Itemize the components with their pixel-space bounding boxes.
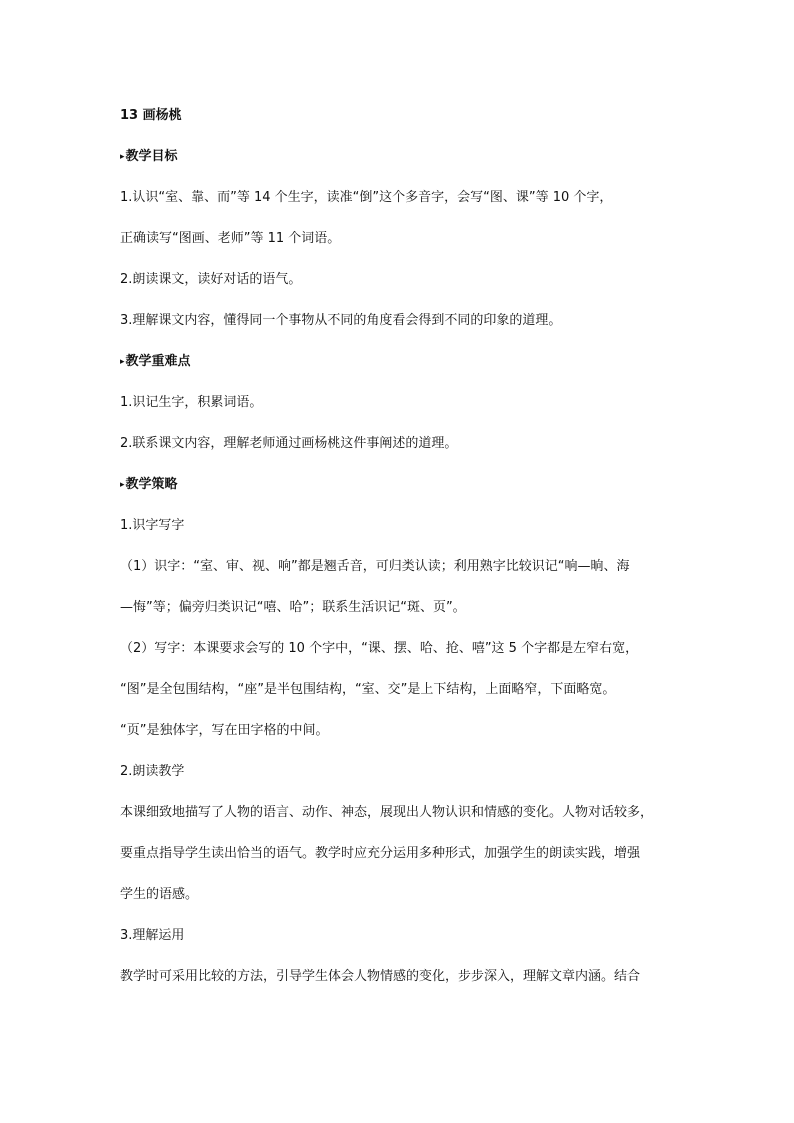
- paragraph-line: 正确读写“图画、老师”等 11 个词语。: [120, 231, 341, 246]
- paragraph-line: “图”是全包围结构，“座”是半包围结构，“室、交”是上下结构，上面略窄，下面略宽。: [120, 682, 616, 697]
- paragraph-line: （1）识字：“室、审、视、响”都是翘舌音，可归类认读；利用熟字比较识记“响—晌、海: [120, 559, 630, 574]
- paragraph-line: 教学时可采用比较的方法，引导学生体会人物情感的变化，步步深入，理解文章内涵。结合: [120, 969, 641, 984]
- paragraph-line: —悔”等；偏旁归类识记“嘻、哈”；联系生活识记“斑、页”。: [120, 600, 466, 615]
- paragraph-line: 3.理解课文内容，懂得同一个事物从不同的角度看会得到不同的印象的道理。: [120, 313, 562, 328]
- document-body: [120, 104, 680, 1006]
- section-heading-text: 教学重难点: [125, 354, 191, 369]
- section-heading-strategy: [120, 473, 680, 514]
- subheading-line: 2.朗读教学: [120, 764, 185, 779]
- section-heading-text: 教学目标: [125, 149, 178, 164]
- subheading-line: 3.理解运用: [120, 928, 185, 943]
- paragraph-line: 2.联系课文内容，理解老师通过画杨桃这件事阐述的道理。: [120, 436, 458, 451]
- bullet-icon: ▸: [120, 152, 125, 162]
- section-heading-text: 教学策略: [125, 477, 178, 492]
- bullet-icon: ▸: [120, 357, 125, 367]
- paragraph-line: （2）写字：本课要求会写的 10 个字中，“课、摆、哈、抢、嘻”这 5 个字都是左窄右宽，: [120, 641, 639, 656]
- section-heading-difficulties: [120, 350, 680, 391]
- paragraph-line: 2.朗读课文，读好对话的语气。: [120, 272, 302, 287]
- section-heading-goals: [120, 145, 680, 186]
- paragraph-line: 1.识记生字，积累词语。: [120, 395, 263, 410]
- paragraph-line: 本课细致地描写了人物的语言、动作、神态，展现出人物认识和情感的变化。人物对话较多，: [120, 805, 654, 820]
- page-title: 13 画杨桃: [120, 108, 182, 123]
- paragraph-line: 学生的语感。: [120, 887, 199, 902]
- paragraph-line: 要重点指导学生读出恰当的语气。教学时应充分运用多种形式，加强学生的朗读实践，增强: [120, 846, 641, 861]
- bullet-icon: ▸: [120, 480, 125, 490]
- paragraph-line: “页”是独体字，写在田字格的中间。: [120, 723, 329, 738]
- subheading-line: 1.识字写字: [120, 518, 185, 533]
- paragraph-line: 1.认识“室、靠、而”等 14 个生字，读准“倒”这个多音字，会写“图、课”等 10 个字，: [120, 190, 613, 205]
